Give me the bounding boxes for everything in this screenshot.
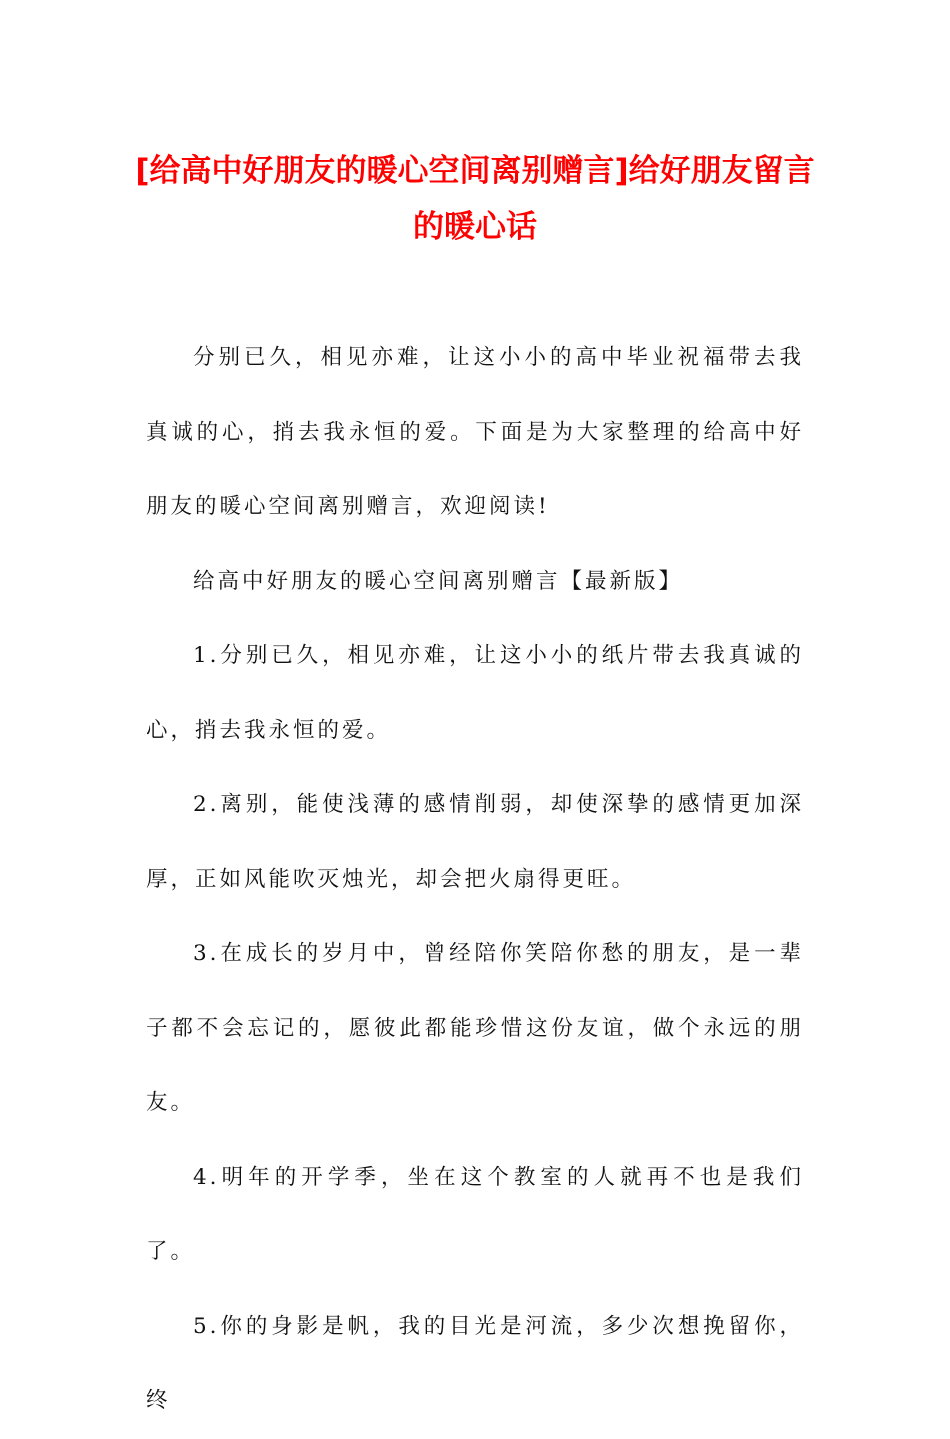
list-item: 1.分别已久，相见亦难，让这小小的纸片带去我真诚的心，捎去我永恒的爱。 (146, 643, 804, 743)
document-body (146, 321, 804, 1439)
intro-paragraph: 分别已久，相见亦难，让这小小的高中毕业祝福带去我真诚的心，捎去我永恒的爱。下面是为大家整理的给高中好朋友的暖心空间离别赠言，欢迎阅读! (146, 345, 804, 519)
list-item: 3.在成长的岁月中，曾经陪你笑陪你愁的朋友，是一辈子都不会忘记的，愿彼此都能珍惜这份友谊，做个永远的朋友。 (146, 941, 804, 1115)
list-item: 5.你的身影是帆，我的目光是河流，多少次想挽留你，终 (146, 1313, 804, 1413)
document-title: [给高中好朋友的暖心空间离别赠言]给好朋友留言的暖心话 (135, 153, 815, 245)
section-heading: 给高中好朋友的暖心空间离别赠言【最新版】 (193, 568, 684, 594)
list-item: 2.离别，能使浅薄的感情削弱，却使深挚的感情更加深厚，正如风能吹灭烛光，却会把火扇得更旺。 (146, 792, 804, 892)
list-item: 4.明年的开学季，坐在这个教室的人就再不也是我们了。 (146, 1164, 804, 1264)
